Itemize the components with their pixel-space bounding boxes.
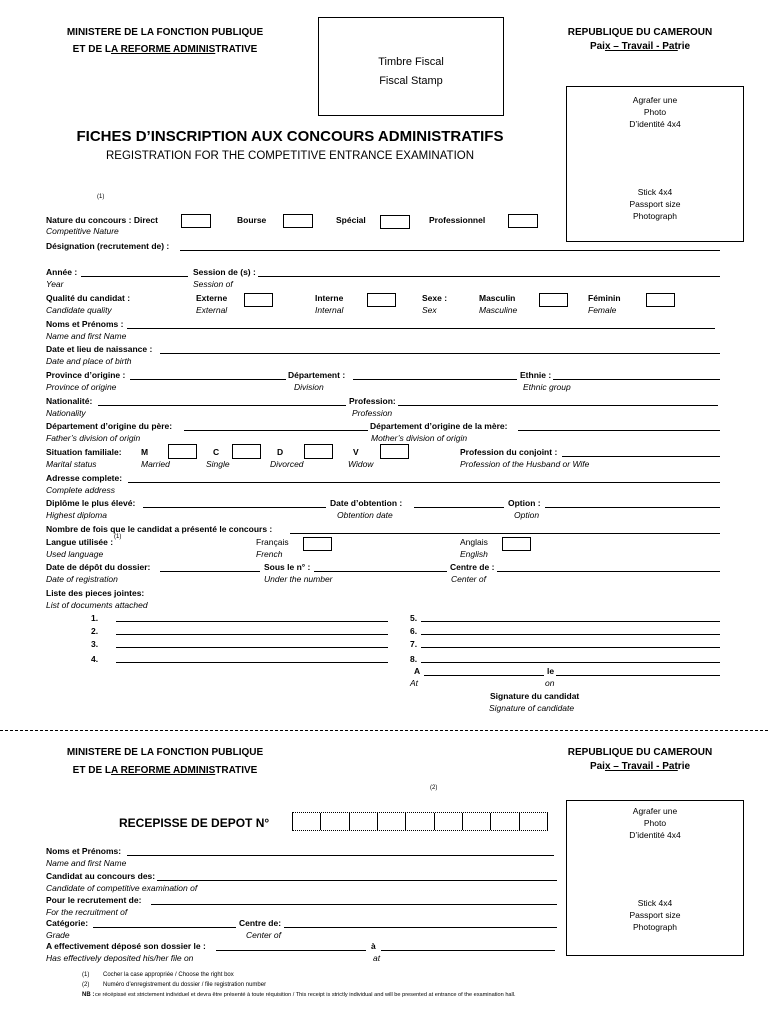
receipt-depose-label: A effectivement déposé son dossier le : [46, 941, 206, 951]
option-field[interactable] [545, 507, 720, 508]
francais-checkbox[interactable] [303, 537, 332, 551]
nature-label: Nature du concours : Direct [46, 215, 158, 225]
session-field[interactable] [258, 276, 720, 277]
situation-label: Situation familiale: [46, 447, 122, 457]
adresse-label: Adresse complete: [46, 473, 123, 483]
annee-label: Année : [46, 267, 78, 277]
profession-field[interactable] [398, 405, 718, 406]
receipt-depose-label-en: Has effectively deposited his/her file on [46, 953, 194, 963]
direct-checkbox[interactable] [181, 214, 211, 228]
interne-label-en: Internal [315, 305, 344, 315]
footnote-ref-1: (1) [97, 194, 105, 200]
centre-label-en: Center of [451, 574, 486, 584]
noms-label: Noms et Prénoms : [46, 319, 124, 329]
adresse-field[interactable] [128, 482, 720, 483]
date-depot-label-en: Date of registration [46, 574, 118, 584]
ministry-line-1: MINISTERE DE LA FONCTION PUBLIQUE [66, 27, 264, 38]
receipt-motto-underlined: x – Travail - Pat [604, 761, 678, 772]
francais-label: Français [256, 537, 289, 547]
footnote-1: Cocher la case appropriée / Choose the right box [103, 972, 234, 978]
prof-conjoint-label: Profession du conjoint : [460, 447, 558, 457]
externe-label: Externe [196, 293, 228, 303]
masculin-label: Masculin [479, 293, 516, 303]
receipt-republic-title: REPUBLIQUE DU CAMEROUN [567, 747, 713, 758]
place-field[interactable] [424, 675, 544, 676]
anglais-label: Anglais [460, 537, 488, 547]
sous-le-label-en: Under the number [264, 574, 333, 584]
date-depot-field[interactable] [160, 571, 260, 572]
designation-field[interactable] [180, 250, 720, 251]
ethnie-label: Ethnie : [520, 370, 552, 380]
bourse-label: Bourse [237, 215, 267, 225]
receipt-centre-field[interactable] [284, 927, 557, 928]
dep-mere-label-en: Mother’s division of origin [371, 433, 468, 443]
prof-conjoint-label-en: Profession of the Husband or Wife [460, 459, 590, 469]
photo-text-1: Agrafer une [632, 95, 678, 105]
langue-footnote-ref: (1) [114, 534, 122, 540]
receipt-candidat-label: Candidat au concours des: [46, 871, 156, 881]
signature-label-en: Signature of candidate [489, 703, 575, 713]
photo-text-3: D’identité 4x4 [629, 119, 681, 129]
place-label-en: At [410, 678, 419, 688]
interne-label: Interne [315, 293, 344, 303]
qualite-label-en: Candidate quality [46, 305, 112, 315]
ethnie-field[interactable] [553, 379, 720, 380]
externe-label-en: External [196, 305, 228, 315]
receipt-pour-field[interactable] [151, 904, 557, 905]
doc-number: 2. [91, 626, 99, 636]
langue-label: Langue utilisée : [46, 537, 114, 547]
ministry-line-2-underlined: A REFORME ADMINIS [111, 44, 216, 55]
anglais-label-en: English [460, 549, 488, 559]
date-lieu-label: Date et lieu de naissance : [46, 344, 153, 354]
signature-label: Signature du candidat [490, 691, 580, 701]
nombre-fois-field[interactable] [290, 533, 720, 534]
receipt-categorie-field[interactable] [93, 927, 236, 928]
centre-label: Centre de : [450, 562, 495, 572]
date-obtention-field[interactable] [414, 507, 504, 508]
doc-field[interactable] [116, 662, 388, 663]
photo-text-4: Stick 4x4 [637, 898, 673, 908]
ministry-line-2 [50, 43, 280, 56]
langue-label-en: Used language [46, 549, 104, 559]
diplome-field[interactable] [143, 507, 326, 508]
masculin-label-en: Masculine [479, 305, 518, 315]
receipt-title: RECEPISSE DE DEPOT N° [119, 816, 270, 830]
doc-field[interactable] [116, 647, 388, 648]
annee-field[interactable] [81, 276, 188, 277]
externe-checkbox[interactable] [244, 293, 273, 307]
anglais-checkbox[interactable] [502, 537, 531, 551]
bourse-checkbox[interactable] [283, 214, 313, 228]
photo-text-1: Agrafer une [632, 806, 678, 816]
doc-field[interactable] [421, 621, 720, 622]
number-cell[interactable] [377, 813, 405, 830]
motto-start: Pai [589, 41, 605, 52]
interne-checkbox[interactable] [367, 293, 396, 307]
photo-text-2: Photo [643, 818, 667, 828]
receipt-a-label-en: at [373, 953, 381, 963]
footnote-1-ref: (1) [82, 972, 90, 978]
doc-field[interactable] [421, 634, 720, 635]
ministry-line-2-start: ET DE L [72, 44, 112, 55]
number-cell[interactable] [349, 813, 377, 830]
republic-title: REPUBLIQUE DU CAMEROUN [567, 27, 713, 38]
province-label-en: Province of origine [46, 382, 117, 392]
footnote-nb-ref: NB : [82, 992, 95, 998]
motto-end: rie [677, 41, 691, 52]
receipt-centre-label: Centre de: [239, 918, 282, 928]
annee-label-en: Year [46, 279, 64, 289]
single-checkbox[interactable] [232, 444, 261, 459]
option-label-en: Option [514, 510, 540, 520]
qualite-label: Qualité du candidat : [46, 293, 131, 303]
receipt-candidat-field[interactable] [157, 880, 557, 881]
doc-number: 1. [91, 613, 99, 623]
profession-label: Profession: [349, 396, 396, 406]
receipt-noms-label: Noms et Prénoms: [46, 846, 122, 856]
marital-m-label-en: Married [141, 459, 170, 469]
number-cell[interactable] [490, 813, 518, 830]
stamp-label-en: Fiscal Stamp [379, 75, 443, 87]
number-cell[interactable] [292, 813, 320, 830]
motto-underlined: x – Travail - Pat [604, 41, 678, 52]
receipt-categorie-label-en: Grade [46, 930, 70, 940]
number-cell[interactable] [405, 813, 433, 830]
receipt-candidat-label-en: Candidate of competitive examination of [46, 883, 198, 893]
stamp-label-fr: Timbre Fiscal [378, 56, 444, 68]
receipt-centre-label-en: Center of [246, 930, 281, 940]
designation-label: Désignation (recrutement de) : [46, 241, 170, 251]
date-lieu-field[interactable] [160, 353, 720, 354]
dep-pere-label-en: Father’s division of origin [46, 433, 141, 443]
sous-le-label: Sous le n° : [264, 562, 311, 572]
dep-pere-field[interactable] [184, 430, 368, 431]
photo-text-5: Passport size [629, 199, 681, 209]
receipt-noms-label-en: Name and first Name [46, 858, 127, 868]
receipt-motto-end: rie [677, 761, 691, 772]
date-sign-label-en: on [545, 678, 555, 688]
photo-text-3: D’identité 4x4 [629, 830, 681, 840]
session-label-en: Session of [193, 279, 233, 289]
diplome-label: Diplôme le plus élevé: [46, 498, 136, 508]
date-obtention-label: Date d’obtention : [330, 498, 403, 508]
marital-m-label: M [141, 447, 149, 457]
receipt-a-field[interactable] [381, 950, 555, 951]
nationalite-label-en: Nationality [46, 408, 86, 418]
sexe-label: Sexe : [422, 293, 448, 303]
date-lieu-label-en: Date and place of birth [46, 356, 132, 366]
number-cell[interactable] [320, 813, 348, 830]
prof-conjoint-field[interactable] [562, 456, 720, 457]
nationalite-field[interactable] [98, 405, 346, 406]
fiscal-stamp-box [318, 17, 504, 116]
departement-field[interactable] [353, 379, 517, 380]
centre-field[interactable] [497, 571, 720, 572]
doc-number: 6. [410, 626, 418, 636]
feminin-label: Féminin [588, 293, 621, 303]
special-checkbox[interactable] [380, 215, 410, 229]
dep-mere-field[interactable] [518, 430, 720, 431]
doc-number: 8. [410, 654, 418, 664]
departement-label: Département : [288, 370, 346, 380]
receipt-ministry-line-2-end: TRATIVE [215, 765, 258, 776]
dep-pere-label: Département d’origine du père: [46, 421, 173, 431]
session-label: Session de (s) : [193, 267, 256, 277]
professionnel-checkbox[interactable] [508, 214, 538, 228]
doc-number: 4. [91, 654, 99, 664]
departement-label-en: Division [294, 382, 324, 392]
cut-line [0, 730, 768, 731]
photo-box [566, 86, 744, 242]
marital-d-label-en: Divorced [270, 459, 304, 469]
marital-d-label: D [277, 447, 284, 457]
francais-label-en: French [256, 549, 283, 559]
receipt-a-label: à [371, 941, 376, 951]
doc-number: 7. [410, 639, 418, 649]
nature-label-en: Competitive Nature [46, 226, 119, 236]
marital-c-label: C [213, 447, 220, 457]
receipt-photo-box [566, 800, 744, 956]
receipt-ministry-line-1: MINISTERE DE LA FONCTION PUBLIQUE [66, 747, 264, 758]
sous-le-field[interactable] [314, 571, 447, 572]
option-label: Option : [508, 498, 541, 508]
masculin-checkbox[interactable] [539, 293, 568, 307]
number-cell[interactable] [434, 813, 462, 830]
receipt-number-field[interactable] [292, 812, 548, 831]
date-sign-field[interactable] [556, 675, 720, 676]
footnote-2-ref: (2) [82, 982, 90, 988]
feminin-label-en: Female [588, 305, 617, 315]
receipt-ministry-line-2-start: ET DE L [72, 765, 112, 776]
noms-label-en: Name and first Name [46, 331, 127, 341]
photo-text-2: Photo [643, 107, 667, 117]
date-obtention-label-en: Obtention date [337, 510, 393, 520]
place-label: A [414, 666, 421, 676]
ethnie-label-en: Ethnic group [523, 382, 571, 392]
nombre-fois-label: Nombre de fois que le candidat a présenté le concours : [46, 524, 273, 534]
dep-mere-label: Département d’origine de la mère: [370, 421, 508, 431]
doc-number: 5. [410, 613, 418, 623]
number-cell[interactable] [462, 813, 490, 830]
province-field[interactable] [130, 379, 286, 380]
number-cell[interactable] [519, 813, 548, 830]
receipt-ministry-line-2 [50, 764, 280, 777]
footnote-nb: ce récépissé est strictement individuel et devra être présenté à toute réquisition / This receipt is strictly individual and will be presented at entrance of the examination hall. [95, 992, 516, 998]
form-subtitle: REGISTRATION FOR THE COMPETITIVE ENTRANCE EXAMINATION [105, 150, 475, 162]
receipt-number-cells [292, 813, 548, 830]
footnote-2: Numéro d’enregistrement du dossier / file registration number [103, 982, 267, 988]
divorced-checkbox[interactable] [304, 444, 333, 459]
adresse-label-en: Complete address [46, 485, 115, 495]
professionnel-label: Professionnel [429, 215, 486, 225]
photo-text-5: Passport size [629, 910, 681, 920]
photo-text-6: Photograph [633, 922, 677, 932]
profession-label-en: Profession [352, 408, 393, 418]
receipt-pour-label-en: For the recruitment of [46, 907, 128, 917]
receipt-ministry-line-2-underlined: A REFORME ADMINIS [111, 765, 216, 776]
marital-v-label: V [353, 447, 359, 457]
situation-label-en: Marital status [46, 459, 97, 469]
receipt-motto-start: Pai [589, 761, 605, 772]
doc-field[interactable] [421, 647, 720, 648]
liste-label-en: List of documents attached [46, 600, 148, 610]
nationalite-label: Nationalité: [46, 396, 93, 406]
doc-field[interactable] [421, 662, 720, 663]
date-sign-label: le [547, 666, 555, 676]
form-title: FICHES D’INSCRIPTION AUX CONCOURS ADMINISTRATIFS [76, 128, 504, 145]
marital-v-label-en: Widow [348, 459, 374, 469]
special-label: Spécial [336, 215, 366, 225]
photo-text-6: Photograph [633, 211, 677, 221]
doc-number: 3. [91, 639, 99, 649]
date-depot-label: Date de dépôt du dossier: [46, 562, 151, 572]
diplome-label-en: Highest diploma [46, 510, 107, 520]
doc-field[interactable] [116, 634, 388, 635]
sexe-label-en: Sex [422, 305, 437, 315]
feminin-checkbox[interactable] [646, 293, 675, 307]
receipt-categorie-label: Catégorie: [46, 918, 89, 928]
doc-field[interactable] [116, 621, 388, 622]
liste-label: Liste des pieces jointes: [46, 588, 145, 598]
photo-text-4: Stick 4x4 [637, 187, 673, 197]
footnote-ref-2: (2) [430, 785, 438, 791]
married-checkbox[interactable] [168, 444, 197, 459]
province-label: Province d’origine : [46, 370, 126, 380]
receipt-depose-field[interactable] [216, 950, 366, 951]
receipt-republic-motto [540, 760, 740, 773]
ministry-line-2-end: TRATIVE [215, 44, 258, 55]
marital-c-label-en: Single [206, 459, 230, 469]
receipt-pour-label: Pour le recrutement de: [46, 895, 142, 905]
receipt-noms-field[interactable] [127, 855, 554, 856]
republic-motto [540, 40, 740, 53]
noms-field[interactable] [127, 328, 715, 329]
widow-checkbox[interactable] [380, 444, 409, 459]
